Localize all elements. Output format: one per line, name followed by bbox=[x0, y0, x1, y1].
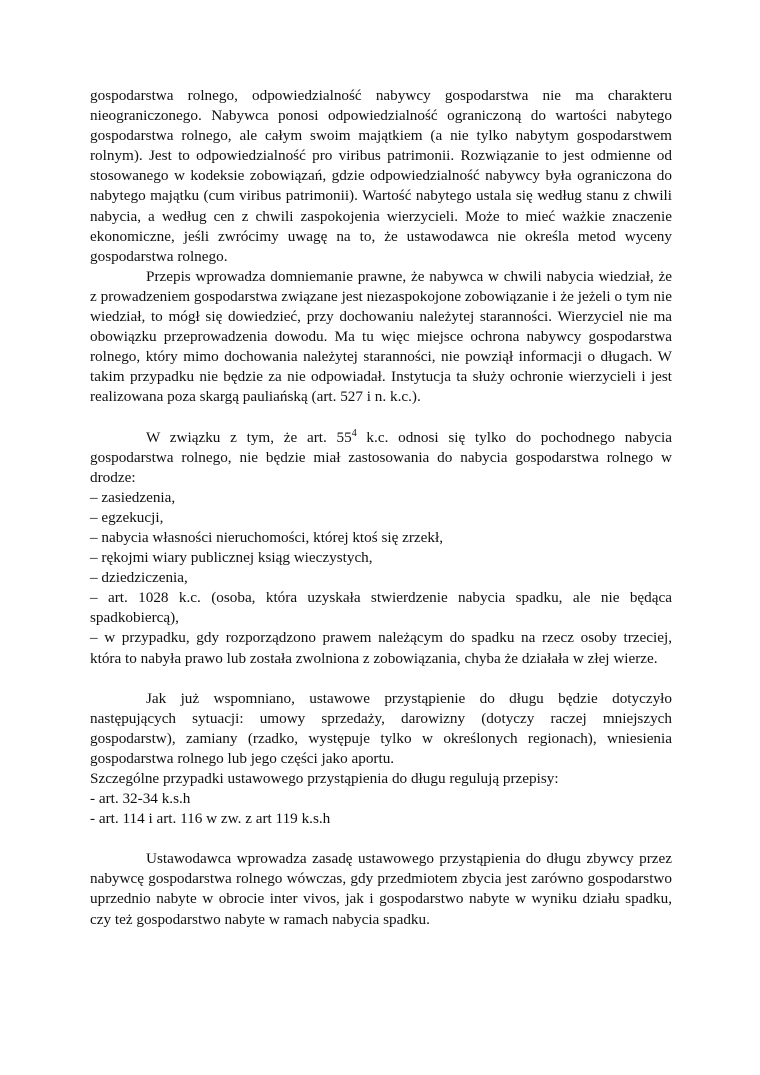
spacer bbox=[90, 408, 672, 428]
list-item: – nabycia własności nieruchomości, której ktoś się zrzekł, bbox=[90, 528, 444, 546]
provisions-list bbox=[90, 789, 672, 829]
exclusion-list bbox=[90, 488, 672, 669]
list-item: – w przypadku, gdy rozporządzono prawem należącym do spadku na rzecz osoby trzeciej, która to nabyła prawo lub została zwolniona z zobowiązania, chyba że działała w złej wierze. bbox=[90, 629, 672, 667]
list-item: – zasiedzenia, bbox=[90, 488, 176, 506]
spacer bbox=[90, 829, 672, 849]
paragraph-3-text-after: k.c. odnosi się tylko do pochodnego nabycia gospodarstwa rolnego, nie będzie miał zastosowania do nabycia gospodarstwa rolnego w drodze: bbox=[90, 428, 672, 486]
list-item: – egzekucji, bbox=[90, 508, 164, 526]
paragraph-6: Ustawodawca wprowadza zasadę ustawowego przystąpienia do długu zbywcy przez nabywcę gospodarstwa rolnego wówczas, gdy przedmiotem zbycia jest zarówno gospodarstwo uprzednio nabyte w obrocie inter vivos, jak i gospodarstwo nabyte w wyniku działu spadku, czy też gospodarstwo nabyte w ramach nabycia spadku. bbox=[90, 850, 672, 928]
superscript-number: 4 bbox=[351, 427, 357, 439]
list-item: – rękojmi wiary publicznej ksiąg wieczystych, bbox=[90, 549, 373, 567]
list-item: - art. 114 i art. 116 w zw. z art 119 k.s.h bbox=[90, 810, 331, 828]
list-item: - art. 32-34 k.s.h bbox=[90, 790, 191, 808]
paragraph-3 bbox=[90, 428, 672, 488]
spacer bbox=[90, 669, 672, 689]
paragraph-1: gospodarstwa rolnego, odpowiedzialność nabywcy gospodarstwa nie ma charakteru nieograniczonego. Nabywca ponosi odpowiedzialność ograniczoną do wartości nabytego gospodarstwa rolnego, ale całym swoim majątkiem (a nie tylko nabytym gospodarstwem rolnym). Jest to odpowiedzialność pro viribus patrimonii. Rozwiązanie to jest odmienne od stosowanego w kodeksie zobowiązań, gdzie odpowiedzialność nabywcy była ograniczona do nabytego majątku (cum viribus patrimonii). Wartość nabytego ustala się według stanu z chwili nabycia, a według cen z chwili zaspokojenia wierzycieli. Może to mieć ważkie znaczenie ekonomiczne, jeśli zwrócimy uwagę na to, że ustawodawca nie określa metod wyceny gospodarstwa rolnego. bbox=[90, 87, 672, 265]
paragraph-5: Szczególne przypadki ustawowego przystąpienia do długu regulują przepisy: bbox=[90, 770, 559, 787]
paragraph-2: Przepis wprowadza domniemanie prawne, że nabywca w chwili nabycia wiedział, że z prowadzeniem gospodarstwa związane jest niezaspokojone zobowiązanie i że jeżeli o tym nie wiedział, to mógł się dowiedzieć, przy dochowaniu należytej staranności. Wierzyciel nie ma obowiązku przeprowadzenia dowodu. Ma tu więc miejsce ochrona nabywcy gospodarstwa rolnego, który mimo dochowania należytej staranności, nie powziął informacji o długach. W takim przypadku nie będzie za nie odpowiadał. Instytucja ta służy ochronie wierzycieli i jest realizowana poza skargą pauliańską (art. 527 i n. k.c.). bbox=[90, 267, 672, 406]
paragraph-3-text-before: W związku z tym, że art. 55 bbox=[146, 428, 352, 446]
paragraph-4: Jak już wspomniano, ustawowe przystąpienie do długu będzie dotyczyło następujących sytuacji: umowy sprzedaży, darowizny (dotyczy raczej mniejszych gospodarstw), zamiany (rzadko, występuje tylko w określonych regionach), wniesienia gospodarstwa rolnego lub jego części jako aportu. bbox=[90, 689, 672, 767]
list-item: – art. 1028 k.c. (osoba, która uzyskała stwierdzenie nabycia spadku, ale nie będąca spadkobiercą), bbox=[90, 589, 672, 627]
list-item: – dziedziczenia, bbox=[90, 569, 188, 587]
document-page bbox=[90, 86, 672, 930]
